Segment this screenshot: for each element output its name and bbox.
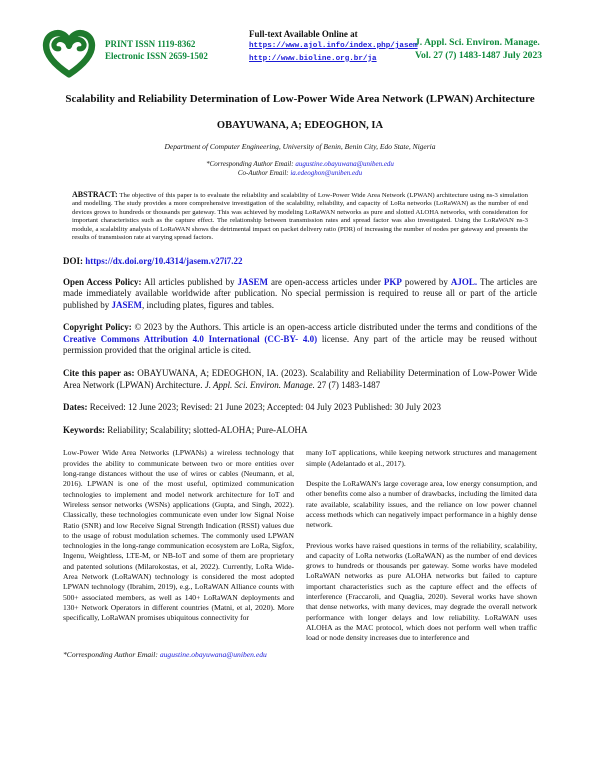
body-paragraph: Previous works have raised questions in terms of the reliability, scalability, and capacity of LoRa networks (LoRaWAN) as the number of end devices grows to hundreds or thousands per gateway. Some works have modeled LoRaWAN networks as pure ALOHA networks but failed to capture important characteristics such as the capture effect and the effects of interference (Fraccaroli, and Quaglia, 2020). Several works have shown that dense networks, with many devices, may degrade the overall network performance with longer delays and low reliability. LoRaWAN uses ALOHA as the MAC protocol, which does not perform well when traffic load or node density increases due to interference and [306,540,537,643]
ajol-url-link[interactable]: https://www.ajol.info/index.php/jasem [249,42,418,50]
coauthor-label: Co-Author Email: [237,168,291,177]
jasem-link[interactable]: JASEM [237,276,268,287]
journal-issue: Vol. 27 (7) 1483-1487 July 2023 [415,49,543,61]
open-access-policy [63,277,537,312]
coauthor-email-link[interactable]: ia.edeoghon@uniben.edu [290,168,363,177]
dates-label: Dates: [63,402,88,413]
journal-info-block [415,26,542,62]
cite-text: OBAYUWANA, A; EDEOGHON, IA. (2023). Scalability and Reliability Determination of Low-Power Wide Area Network (LPWAN) Architecture. [63,368,538,390]
abstract-label: ABSTRACT: [72,189,118,199]
bioline-url-link[interactable]: http://www.bioline.org.br/ja [249,54,377,63]
page-title: Scalability and Reliability Determination of Low-Power Wide Area Network (LPWAN) Architecture [65,93,535,105]
jasem-link[interactable]: JASEM [111,299,143,310]
authors-line: OBAYUWANA, A; EDEOGHON, IA [216,119,384,131]
open-access-text: are open-access articles under [267,276,384,287]
body-paragraph: Low-Power Wide Area Networks (LPWANs) a wireless technology that provides the ability to communicate between two or more entities over long-range distances without the use of wires or cables (Neumann, et al, 2016). LPWAN is one of the most useful, optimized communication technologies to implement and model network architecture for IoT and Wireless sensor networks (WSNs) applications (Gupta, and Singh, 2022). Classically, these technologies communicate even under low Signal Noise Ratio (SNR) and low Receive Signal Strength Indication (RSSI) values due to the usage of robust modulation schemes. The commonly used LPWAN technologies in the long-range communication ecosystem are LoRa, Sigfox, Ingenu, Weightless, LTE-M, or NB-IoT and some of them are proprietary and patented solutions (Milarokostas, et al, 2022). Currently, LoRa Wide-Area Network (LoRaWAN) technology is considered the most adopted LPWAN technology (Ibrahim, 2019), e.g., LoRaWAN Alliance counts with 500+ associated members, as well as 140+ LoRaWAN deployments and 130+ Network Operators in different countries (Matni, et al, 2020). More specifically, LoRaWAN promises ubiquitous connectivity for [63,448,294,623]
cite-text: 27 (7) 1483-1487 [314,379,381,390]
corresponding-footnote [63,650,537,659]
affiliation-line: Department of Computer Engineering, University of Benin, Benin City, Edo State, Nigeria [164,141,436,151]
heart-leaves-icon [40,26,98,78]
dates-line [63,402,537,414]
cite-journal-name: J. Appl. Sci. Environ. Manage. [204,379,315,390]
citation [63,368,537,391]
fulltext-label: Full-text Available Online at [249,29,358,39]
doi-label: DOI: [63,255,86,266]
cite-label: Cite this paper as: [63,368,135,379]
open-access-text: The articles are made immediately available worldwide after publication. No special permission is required to reuse all or part of the article published by [63,276,537,310]
copyright-label: Copyright Policy: [63,322,132,333]
issn-block [105,26,243,62]
footnote-email-link[interactable]: augustine.obayuwana@uniben.edu [159,650,267,660]
corresponding-email-link[interactable]: augustine.obayuwana@uniben.edu [295,159,394,168]
keywords-text: Reliability; Scalability; slotted-ALOHA; Pure-ALOHA [105,424,308,435]
open-access-text: All articles published by [141,276,238,287]
availability-block [249,26,418,65]
left-column [63,448,294,643]
open-access-label: Open Access Policy: [63,276,142,287]
issn-electronic: Electronic ISSN 2659-1502 [105,51,208,61]
keywords-line [63,425,537,437]
open-access-text: powered by [401,276,451,287]
open-access-text: , including plates, figures and tables. [142,299,274,310]
body-paragraph: many IoT applications, while keeping network structures and management simple (Adelantado et al., 2017). [306,448,537,468]
ajol-link[interactable]: AJOL. [450,276,478,287]
doi-line [63,256,537,266]
doi-link[interactable]: https://dx.doi.org/10.4314/jasem.v27i7.22 [85,255,243,266]
pkp-link[interactable]: PKP [383,276,402,287]
coauthor-line [0,169,600,178]
copyright-policy [63,322,537,357]
copyright-text: license. Any part of the article may be reused without permission provided that the original article is cited. [63,333,537,356]
journal-name: J. Appl. Sci. Environ. Manage. [415,37,540,48]
dates-text: Received: 12 June 2023; Revised: 21 June 2023; Accepted: 04 July 2023 Published: 30 July 2023 [87,402,441,413]
issn-print: PRINT ISSN 1119-8362 [105,39,196,49]
keywords-label: Keywords: [63,424,105,435]
right-column [306,448,537,643]
journal-logo [40,26,98,78]
journal-header [40,26,575,78]
cc-by-license-link[interactable]: Creative Commons Attribution 4.0 International (CC-BY- 4.0) [63,333,318,344]
abstract-text: The objective of this paper is to evaluate the reliability and scalability of Low-Power Wide Area Network (LPWAN) architecture using ns-3 simulation and modelling. The study provides a more comprehensive investigation of the scalability, reliability, and capacity of LoRa networks (LoRaWAN) as the number of end devices grows to hundreds or thousands per gateway. This was achieved by modeling LoRaWAN networks as pure and slotted ALOHA networks, with consideration for important characteristics such as the capture effect. The relationship between transmission rates and spread factor was also investigated. Using the LoRaWAN ns-3 module, a scalability analysis of LoRaWAN shows the detrimental impact on packet delivery ratio (PDR) of increasing the number of nodes per gateway and presents the results of transmission rate at varying spread factors. [72,191,528,241]
body-columns [63,448,537,643]
corresponding-label: *Corresponding Author Email: [206,159,296,168]
footnote-label: *Corresponding Author Email: [63,650,160,660]
correspondence-block [0,160,600,178]
copyright-text: © 2023 by the Authors. This article is an open-access article distributed under the terms and conditions of the [131,322,537,333]
body-paragraph: Despite the LoRaWAN's large coverage area, low energy consumption, and other benefits come also a number of drawbacks, including the limited data rate available, scalability issues, and the reliance on low power channel access methods which can negatively impact performance in a highly dense network. [306,479,537,530]
corresponding-author-line [0,160,600,169]
abstract [72,191,528,243]
